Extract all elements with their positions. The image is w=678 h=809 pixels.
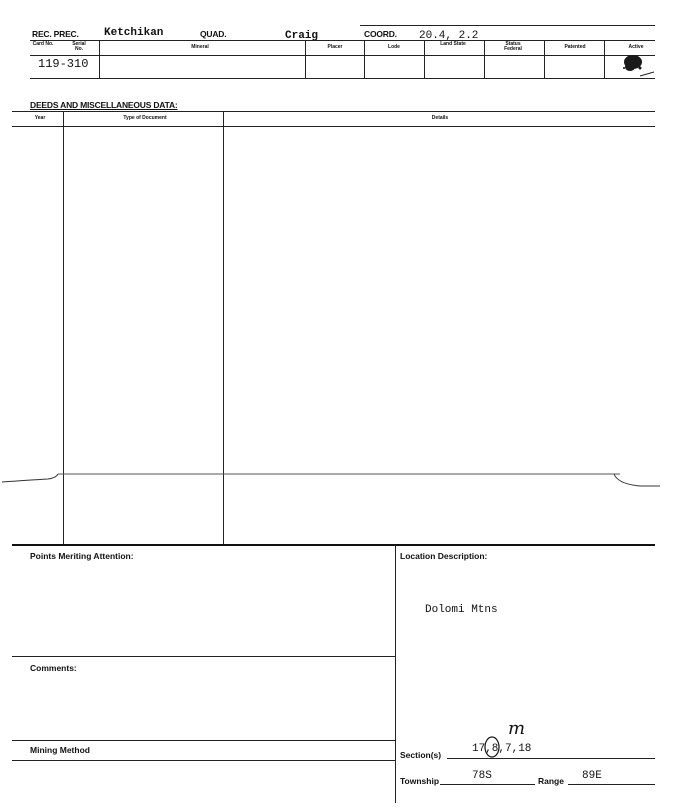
page-fold-line [0,468,678,498]
coord-value: 20.4, 2.2 [419,30,479,42]
claim-table-header-rule [30,55,655,56]
location-description-value: Dolomi Mtns [425,604,498,616]
ink-blot-mark [618,50,658,82]
col-active: Active [628,44,644,50]
claim-col-divider [544,40,545,78]
comments-top-rule [12,656,395,657]
points-meriting-attention-label: Points Meriting Attention: [30,551,134,561]
handwritten-annotation: m [508,718,526,739]
rec-prec-value: Ketchikan [104,27,164,39]
header-top-rule [360,25,655,26]
sections-underline [447,758,655,759]
claim-col-divider [604,40,605,78]
claim-col-divider [364,40,365,78]
range-underline [568,784,655,785]
township-value: 78S [472,770,492,782]
mining-method-bottom-rule [12,760,395,761]
coord-label: COORD. [364,29,397,39]
col-placer: Placer [327,44,343,50]
col-status-federal: Status Federal [504,41,522,52]
lower-center-divider [395,545,396,803]
col-card-no: Card No. [32,41,54,47]
deeds-header-rule [12,126,655,127]
claim-table-bottom-rule [30,78,655,79]
township-label: Township [400,776,440,786]
claim-col-divider [305,40,306,78]
col-mineral: Mineral [191,44,209,50]
deeds-section-title: DEEDS AND MISCELLANEOUS DATA: [30,100,178,110]
claim-col-divider [99,40,100,78]
township-underline [440,784,535,785]
mining-method-top-rule [12,740,395,741]
deeds-top-rule [12,111,655,112]
claim-table-top-rule [30,40,655,41]
sections-label: Section(s) [400,750,442,760]
deeds-bottom-rule [12,544,655,546]
quad-value: Craig [285,30,319,42]
col-details: Details [431,115,449,121]
rec-prec-label: REC. PREC. [32,29,79,39]
comments-label: Comments: [30,663,77,673]
col-serial-no: Serial No. [72,41,86,52]
range-label: Range [538,776,564,786]
mining-method-label: Mining Method [30,745,90,755]
sections-value: 17,8,7,18 [472,743,532,755]
claim-col-divider [424,40,425,78]
quad-label: QUAD. [200,29,227,39]
card-serial-value: 119-310 [38,57,89,71]
claim-col-divider [484,40,485,78]
range-value: 89E [582,770,602,782]
col-lode: Lode [388,44,400,50]
col-land-state: Land State [440,41,466,47]
col-year: Year [34,115,46,121]
col-type-of-document: Type of Document [123,115,167,121]
col-patented: Patented [564,44,586,50]
handwritten-circle-mark [482,735,502,759]
location-description-label: Location Description: [400,551,488,561]
